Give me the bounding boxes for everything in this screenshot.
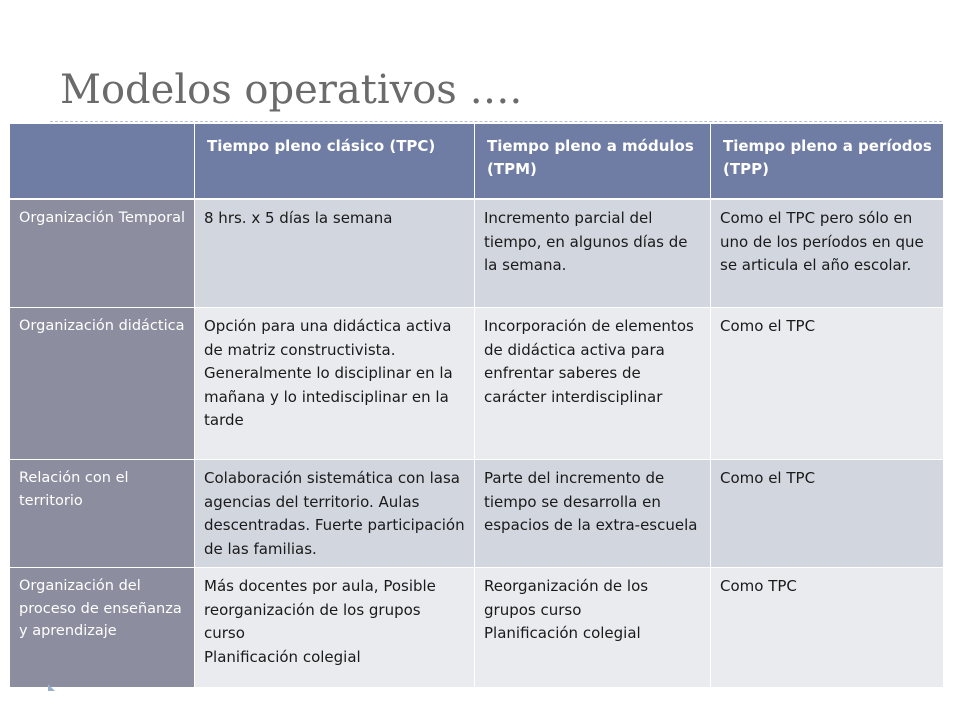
table-cell: Como TPC (711, 568, 944, 688)
header-tpc: Tiempo pleno clásico (TPC) (195, 124, 475, 200)
table-cell: Incorporación de elementos de didáctica activa para enfrentar saberes de carácter interdisciplinar (475, 308, 711, 460)
table-cell: Colaboración sistemática con lasa agencias del territorio. Aulas descentradas. Fuerte participación de las familias. (195, 460, 475, 568)
header-tpp: Tiempo pleno a períodos (TPP) (711, 124, 944, 200)
table-cell: Reorganización de los grupos curso Planificación colegial (475, 568, 711, 688)
corner-triangle-icon (48, 684, 55, 691)
table-cell: Opción para una didáctica activa de matriz constructivista. Generalmente lo disciplinar en la mañana y lo intedisciplinar en la tarde (195, 308, 475, 460)
slide-title: Modelos operativos …. (60, 67, 523, 113)
row-label-organizacion-temporal: Organización Temporal (10, 200, 195, 308)
title-divider (50, 121, 942, 122)
table-cell: Como el TPC pero sólo en uno de los períodos en que se articula el año escolar. (711, 200, 944, 308)
table-cell: 8 hrs. x 5 días la semana (195, 200, 475, 308)
table-cell: Como el TPC (711, 308, 944, 460)
comparison-table (10, 124, 944, 688)
row-label-organizacion-didactica: Organización didáctica (10, 308, 195, 460)
row-label-relacion-territorio: Relación con el territorio (10, 460, 195, 568)
table-cell: Parte del incremento de tiempo se desarrolla en espacios de la extra-escuela (475, 460, 711, 568)
header-corner-cell (10, 124, 195, 200)
table-cell: Incremento parcial del tiempo, en algunos días de la semana. (475, 200, 711, 308)
row-label-organizacion-proceso: Organización del proceso de enseñanza y aprendizaje (10, 568, 195, 688)
table-cell: Como el TPC (711, 460, 944, 568)
header-tpm: Tiempo pleno a módulos (TPM) (475, 124, 711, 200)
table-cell: Más docentes por aula, Posible reorganización de los grupos curso Planificación colegial (195, 568, 475, 688)
